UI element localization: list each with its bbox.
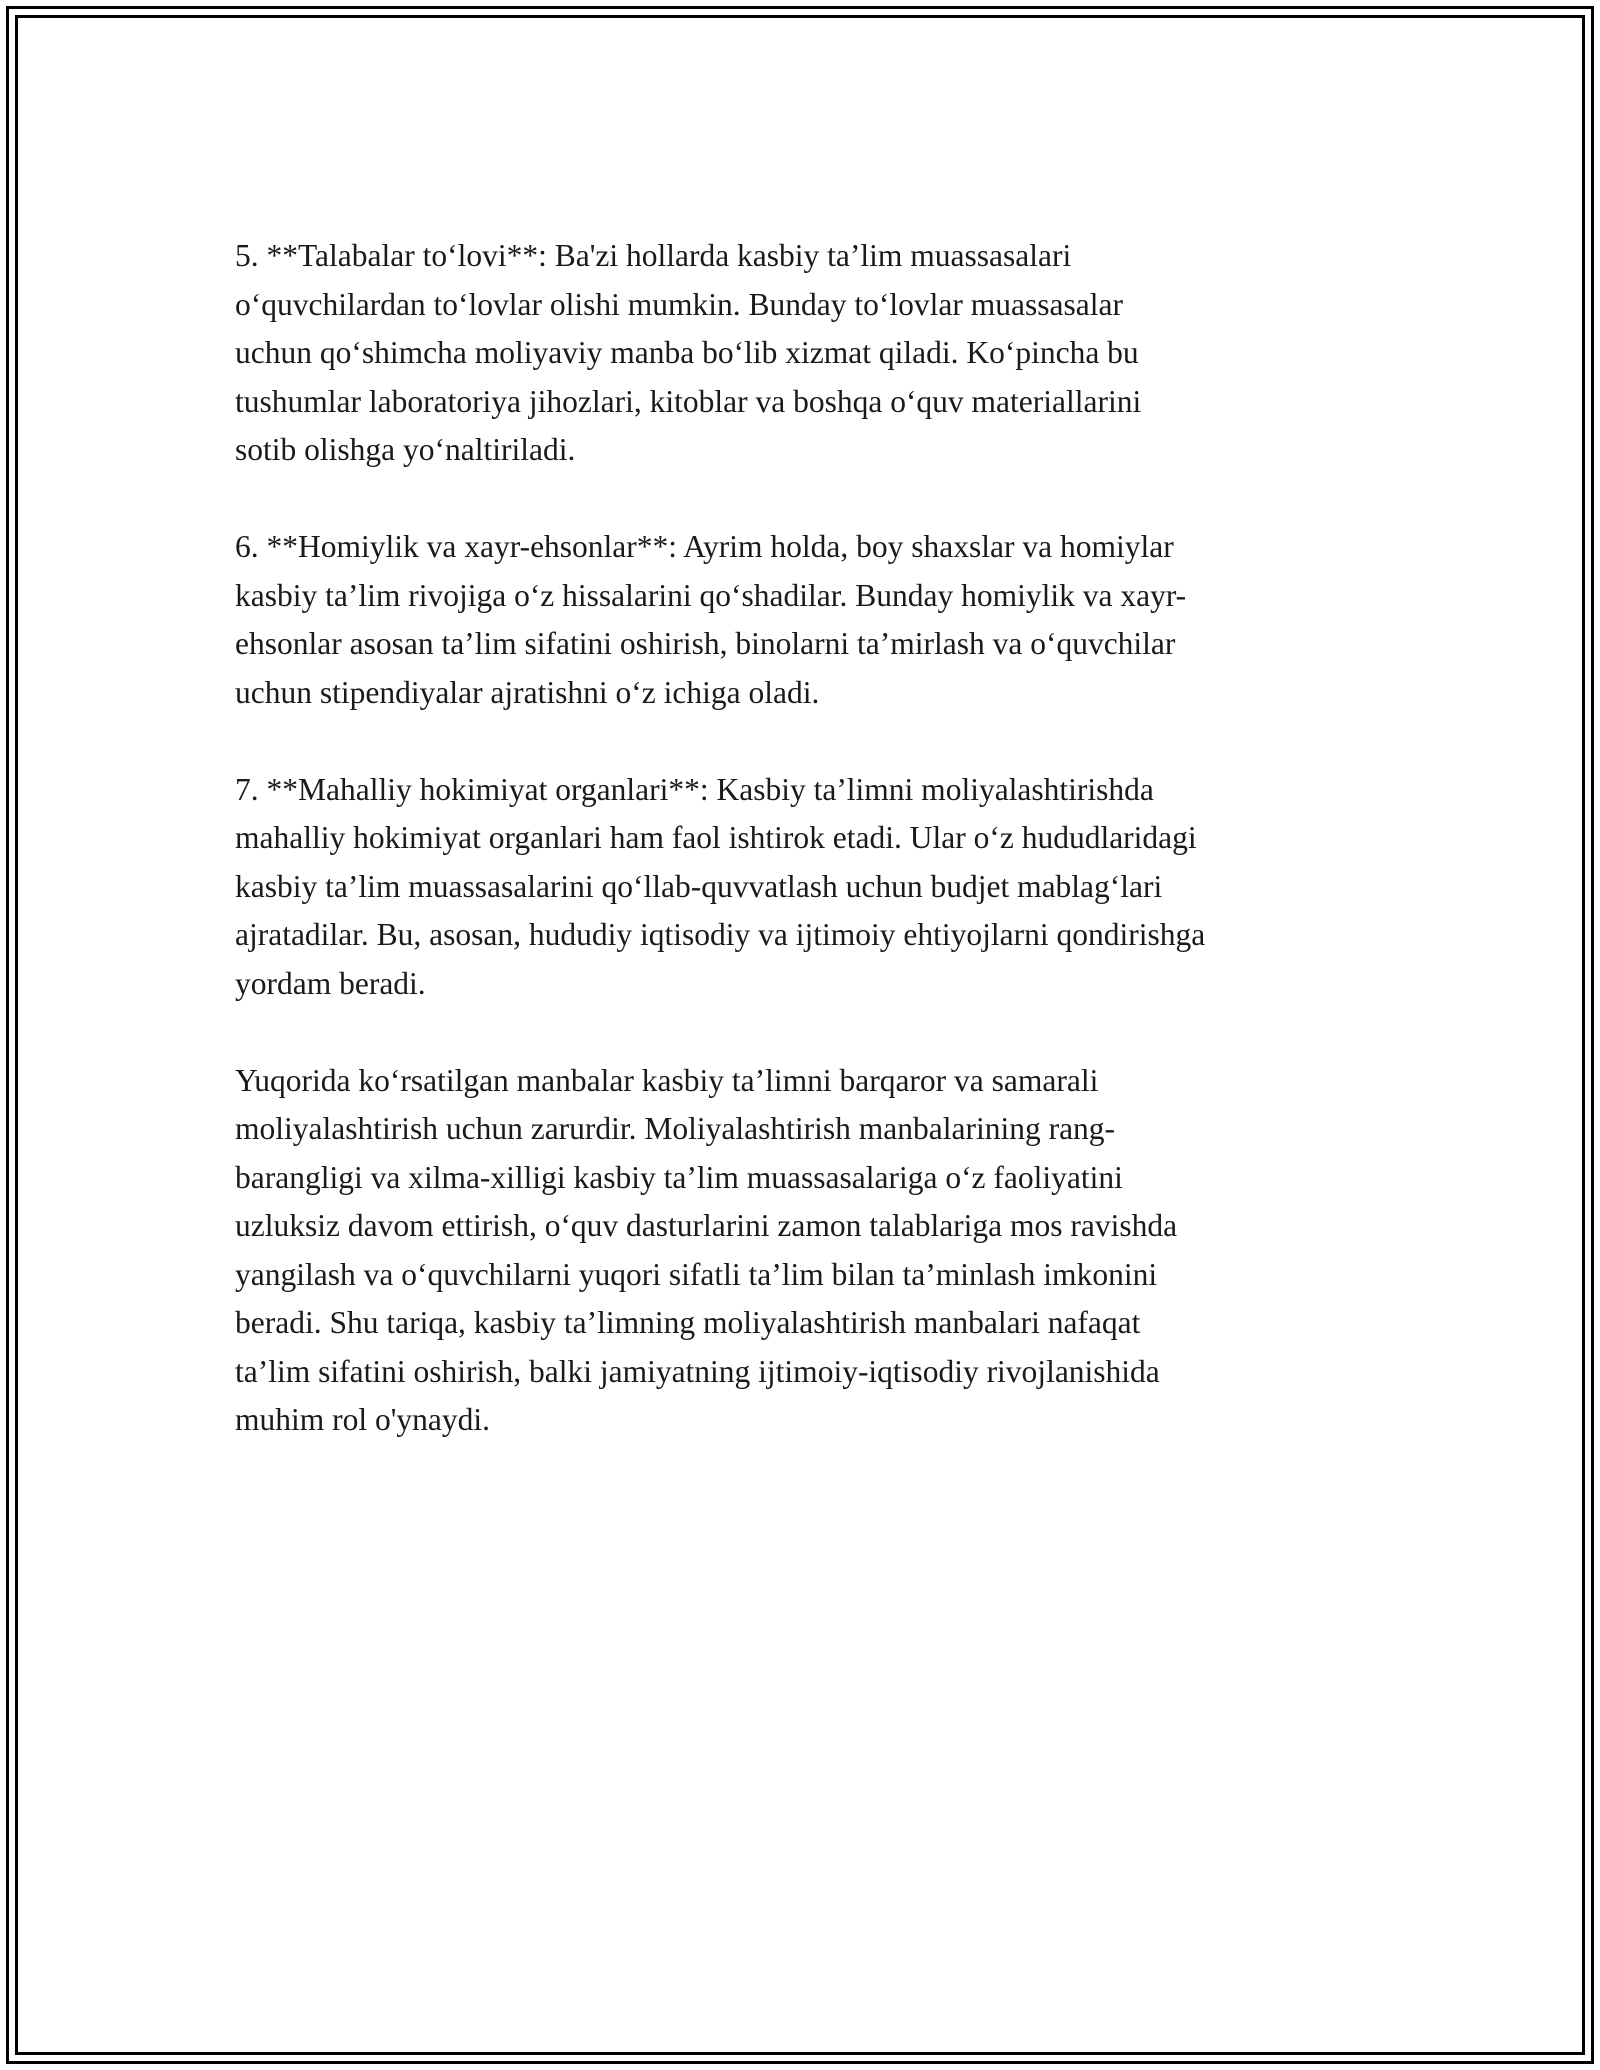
paragraph-conclusion: Yuqorida ko‘rsatilgan manbalar kasbiy ta’limni barqaror va samarali moliyalashtirish uchun zarurdir. Moliyalashtirish manbalarining rang- barangligi va xilma-xilligi kasbiy ta’lim muassasalariga o‘z faoliyatini uzluksiz davom ettirish, o‘quv dasturlarini zamon talablariga mos ravishda yangilash va o‘quvchilarni yuqori sifatli ta’lim bilan ta’minlash imkonini beradi. Shu tariqa, kasbiy ta’limning moliyalashtirish manbalari nafaqat ta’lim sifatini oshirish, balki jamiyatning ijtimoiy-iqtisodiy rivojlanishida muhim rol o'ynaydi. bbox=[235, 1062, 1178, 1437]
document-body bbox=[235, 232, 1375, 1493]
paragraph-mahalliy-hokimiyat: 7. **Mahalliy hokimiyat organlari**: Kasbiy ta’limni moliyalashtirishda mahalliy hokimiyat organlari ham faol ishtirok etadi. Ular o‘z hududlaridagi kasbiy ta’lim muassasalarini qo‘llab-quvvatlash uchun budjet mablag‘lari ajratadilar. Bu, asosan, hududiy iqtisodiy va ijtimoiy ehtiyojlarni qondirishga yordam beradi. bbox=[235, 771, 1206, 1001]
paragraph-homiylik: 6. **Homiylik va xayr-ehsonlar**: Ayrim holda, boy shaxslar va homiylar kasbiy ta’lim rivojiga o‘z hissalarini qo‘shadilar. Bunday homiylik va xayr- ehsonlar asosan ta’lim sifatini oshirish, binolarni ta’mirlash va o‘quvchilar uchun stipendiyalar ajratishni o‘z ichiga oladi. bbox=[235, 529, 1187, 710]
paragraph-talabalar-tolovi: 5. **Talabalar to‘lovi**: Ba'zi hollarda kasbiy ta’lim muassasalari o‘quvchilardan to‘lovlar olishi mumkin. Bunday to‘lovlar muassasalar uchun qo‘shimcha moliyaviy manba bo‘lib xizmat qiladi. Ko‘pincha bu tushumlar laboratoriya jihozlari, kitoblar va boshqa o‘quv materiallarini sotib olishga yo‘naltiriladi. bbox=[235, 238, 1142, 467]
